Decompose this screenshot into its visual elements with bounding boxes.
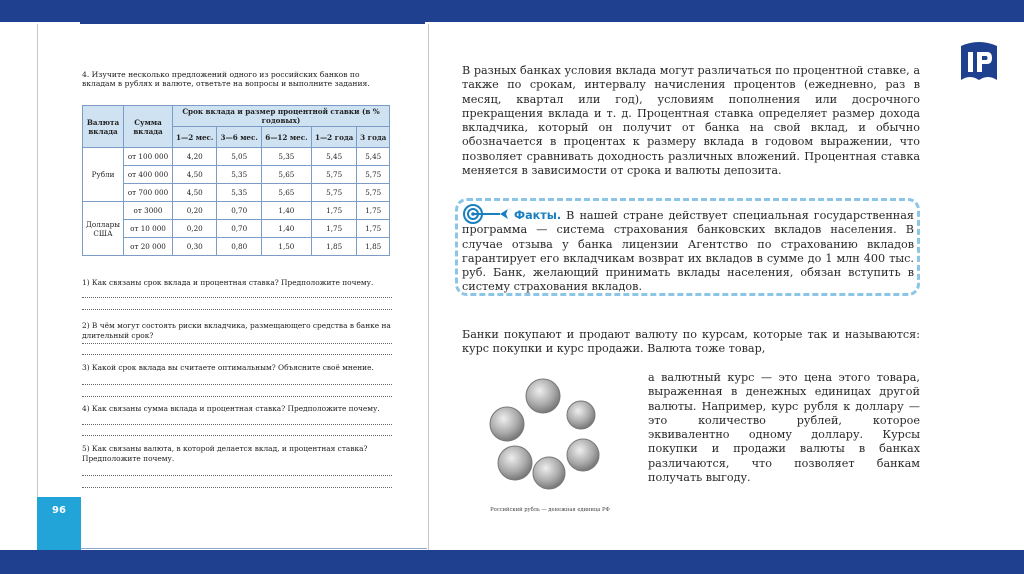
rate-cell: 4,20	[173, 148, 217, 166]
publisher-logo-icon	[958, 36, 1000, 84]
table-row	[83, 148, 390, 166]
rate-cell: 4,50	[173, 184, 217, 202]
rate-cell: 5,35	[217, 184, 261, 202]
term-col: 1—2 года	[311, 127, 357, 148]
page-number: 96	[37, 497, 81, 550]
amount-cell: от 700 000	[124, 184, 173, 202]
paragraph-exchange-rate: а валютный курс — это цена этого товара, выраженная в денежных единицах другой валюты. Например, курс рубля к доллару — это количество рублей, которое эквивалентно одному доллару. Курсы покупки и продажи валюты в банках различаются, что позволяет банкам получать выгоду.	[648, 371, 920, 485]
question-2: 2) В чём могут состоять риски вкладчика, размещающего средства в банке на длительный срок?	[82, 321, 391, 340]
amount-cell: от 20 000	[124, 238, 173, 256]
amount-cell: от 3000	[124, 202, 173, 220]
rate-cell: 5,65	[261, 184, 311, 202]
table-row	[83, 166, 390, 184]
term-col: 1—2 мес.	[173, 127, 217, 148]
amount-cell: от 10 000	[124, 220, 173, 238]
question-3: 3) Какой срок вклада вы считаете оптимальным? Объясните своё мнение.	[82, 363, 374, 372]
rate-cell: 1,85	[357, 238, 390, 256]
answer-line	[82, 309, 392, 310]
answer-line	[82, 343, 392, 344]
rate-cell: 0,20	[173, 220, 217, 238]
header-amount: Сумма вклада	[124, 106, 173, 148]
rate-cell: 0,80	[217, 238, 261, 256]
rate-cell: 5,45	[357, 148, 390, 166]
top-bar	[0, 0, 1024, 22]
table-row	[83, 184, 390, 202]
currency-cell: Рубли	[83, 148, 124, 202]
rate-cell: 1,40	[261, 220, 311, 238]
paragraph-deposit-conditions: В разных банках условия вклада могут различаться по процентной ставке, а также по срокам, интервалу начисления процентов (ежедневно, раз в месяц, квартал или год), условиям пополнения или досрочного прекращения вклада и т. д. Процентная ставка определяет размер дохода вкладчика, который он получит от банка на свой вклад, и обычно обозначается в процентах к размеру вклада в годовом выражении, что позволяет сравнивать доходность различных вложений. Процентная ставка меняется в зависимости от срока и валюты депозита.	[462, 64, 920, 178]
rate-cell: 0,70	[217, 220, 261, 238]
rate-cell: 5,35	[217, 166, 261, 184]
term-col: 3—6 мес.	[217, 127, 261, 148]
question-5: 5) Как связаны валюта, в которой делается вклад, и процентная ставка? Предположите почему.	[82, 444, 368, 463]
rate-cell: 1,50	[261, 238, 311, 256]
answer-line	[82, 396, 392, 397]
ruble-coins-image	[485, 375, 615, 495]
bottom-bar	[0, 550, 1024, 574]
task-intro: 4. Изучите несколько предложений одного из российских банков по вкладам в рублях и валюте, ответьте на вопросы и выполните задания.	[82, 70, 370, 88]
term-col: 3 года	[357, 127, 390, 148]
answer-line	[82, 384, 392, 385]
paragraph-currency-exchange: Банки покупают и продают валюту по курсам, которые так и называются: курс покупки и курс продажи. Валюта тоже товар,	[462, 328, 920, 356]
rate-cell: 5,05	[217, 148, 261, 166]
answer-line	[82, 424, 392, 425]
deposit-table	[82, 105, 390, 256]
image-caption: Российский рубль — денежная единица РФ	[490, 507, 610, 513]
rate-cell: 5,35	[261, 148, 311, 166]
rate-cell: 1,75	[357, 220, 390, 238]
answer-line	[82, 297, 392, 298]
amount-cell: от 400 000	[124, 166, 173, 184]
rate-cell: 1,75	[311, 220, 357, 238]
header-group: Срок вклада и размер процентной ставки (в % годовых)	[173, 106, 390, 127]
question-4: 4) Как связаны сумма вклада и процентная ставка? Предположите почему.	[82, 404, 380, 413]
rate-cell: 4,50	[173, 166, 217, 184]
table-row	[83, 238, 390, 256]
rate-cell: 0,30	[173, 238, 217, 256]
answer-line	[82, 475, 392, 476]
answer-line	[82, 487, 392, 488]
rate-cell: 0,20	[173, 202, 217, 220]
rate-cell: 1,85	[311, 238, 357, 256]
rate-cell: 0,70	[217, 202, 261, 220]
answer-line	[82, 354, 392, 355]
header-currency: Валюта вклада	[83, 106, 124, 148]
rate-cell: 1,40	[261, 202, 311, 220]
rate-cell: 5,45	[311, 148, 357, 166]
facts-body: В нашей стране действует специальная государственная программа — система страхования банковских вкладов населения. В случае отзыва у банка лицензии Агентство по страхованию вкладов гарантирует его вкладчикам возврат их вкладов в сумме до 1 млн 400 тыс. руб. Банк, желающий принимать вклады населения, обязан вступить в систему страхования вкладов.	[462, 209, 914, 294]
rate-cell: 1,75	[357, 202, 390, 220]
table-row	[83, 202, 390, 220]
currency-cell: Доллары США	[83, 202, 124, 256]
question-1: 1) Как связаны срок вклада и процентная ставка? Предположите почему.	[82, 278, 374, 287]
rate-cell: 5,75	[357, 166, 390, 184]
rate-cell: 5,75	[311, 166, 357, 184]
table-row	[83, 220, 390, 238]
rate-cell: 5,75	[311, 184, 357, 202]
rate-cell: 5,75	[357, 184, 390, 202]
answer-line	[82, 435, 392, 436]
amount-cell: от 100 000	[124, 148, 173, 166]
rate-cell: 1,75	[311, 202, 357, 220]
facts-label: Факты.	[514, 209, 562, 222]
rate-cell: 5,65	[261, 166, 311, 184]
facts-text	[462, 209, 914, 295]
page-top-line	[80, 22, 425, 24]
term-col: 6—12 мес.	[261, 127, 311, 148]
page-bottom-line	[37, 548, 427, 549]
